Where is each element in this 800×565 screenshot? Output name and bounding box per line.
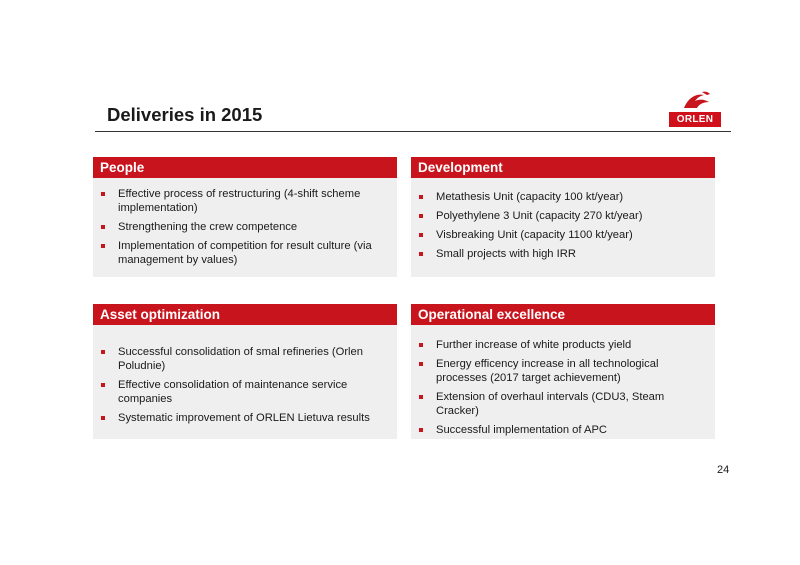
bullet-icon <box>419 233 423 237</box>
bullet-icon <box>419 343 423 347</box>
list-item-text: Small projects with high IRR <box>436 248 576 260</box>
list-item <box>411 228 715 242</box>
list-item <box>411 390 715 418</box>
list-item <box>411 338 715 352</box>
list-item-text: Effective consolidation of maintenance service companies <box>118 379 348 405</box>
list-item <box>93 378 397 406</box>
list-item <box>93 187 397 215</box>
list-item <box>411 190 715 204</box>
bullet-icon <box>419 428 423 432</box>
bullet-icon <box>419 362 423 366</box>
logo-wordmark: ORLEN <box>669 112 721 127</box>
list-item-text: Successful consolidation of smal refineries (Orlen Poludnie) <box>118 346 363 372</box>
list-item-text: Strengthening the crew competence <box>118 221 298 233</box>
bullet-icon <box>101 244 105 248</box>
bullet-icon <box>101 383 105 387</box>
list-item-text: Effective process of restructuring (4-shift scheme implementation) <box>118 188 361 214</box>
eagle-logo-icon <box>680 90 714 112</box>
list-item <box>93 411 397 425</box>
bullet-icon <box>101 350 105 354</box>
list-item <box>411 357 715 385</box>
orlen-logo <box>664 90 726 130</box>
title-divider <box>95 131 731 132</box>
operational-excellence-list <box>411 325 715 437</box>
development-list <box>411 178 715 261</box>
list-item-text: Polyethylene 3 Unit (capacity 270 kt/year) <box>436 210 643 222</box>
people-list <box>93 178 397 267</box>
bullet-icon <box>101 225 105 229</box>
bullet-icon <box>101 192 105 196</box>
asset-optimization-list <box>93 325 397 425</box>
page-number: 24 <box>717 464 730 476</box>
asset-optimization-panel <box>93 304 397 439</box>
list-item-text: Systematic improvement of ORLEN Lietuva results <box>118 412 370 424</box>
bullet-icon <box>419 214 423 218</box>
operational-excellence-panel-heading: Operational excellence <box>411 304 715 325</box>
list-item <box>93 345 397 373</box>
operational-excellence-panel <box>411 304 715 439</box>
list-item-text: Energy efficency increase in all technological processes (2017 target achievement) <box>436 358 659 384</box>
bullet-icon <box>419 252 423 256</box>
development-panel <box>411 157 715 277</box>
asset-optimization-panel-heading: Asset optimization <box>93 304 397 325</box>
list-item-text: Implementation of competition for result culture (via management by values) <box>118 240 372 266</box>
bullet-icon <box>101 416 105 420</box>
list-item <box>93 220 397 234</box>
people-panel <box>93 157 397 277</box>
list-item-text: Metathesis Unit (capacity 100 kt/year) <box>436 191 624 203</box>
list-item-text: Successful implementation of APC <box>436 424 608 436</box>
list-item-text: Further increase of white products yield <box>436 339 632 351</box>
page-title: Deliveries in 2015 <box>107 104 263 125</box>
development-panel-heading: Development <box>411 157 715 178</box>
list-item <box>411 247 715 261</box>
bullet-icon <box>419 195 423 199</box>
list-item <box>93 239 397 267</box>
list-item-text: Extension of overhaul intervals (CDU3, Steam Cracker) <box>436 391 665 417</box>
people-panel-heading: People <box>93 157 397 178</box>
list-item-text: Visbreaking Unit (capacity 1100 kt/year) <box>436 229 633 241</box>
list-item <box>411 423 715 437</box>
bullet-icon <box>419 395 423 399</box>
list-item <box>411 209 715 223</box>
